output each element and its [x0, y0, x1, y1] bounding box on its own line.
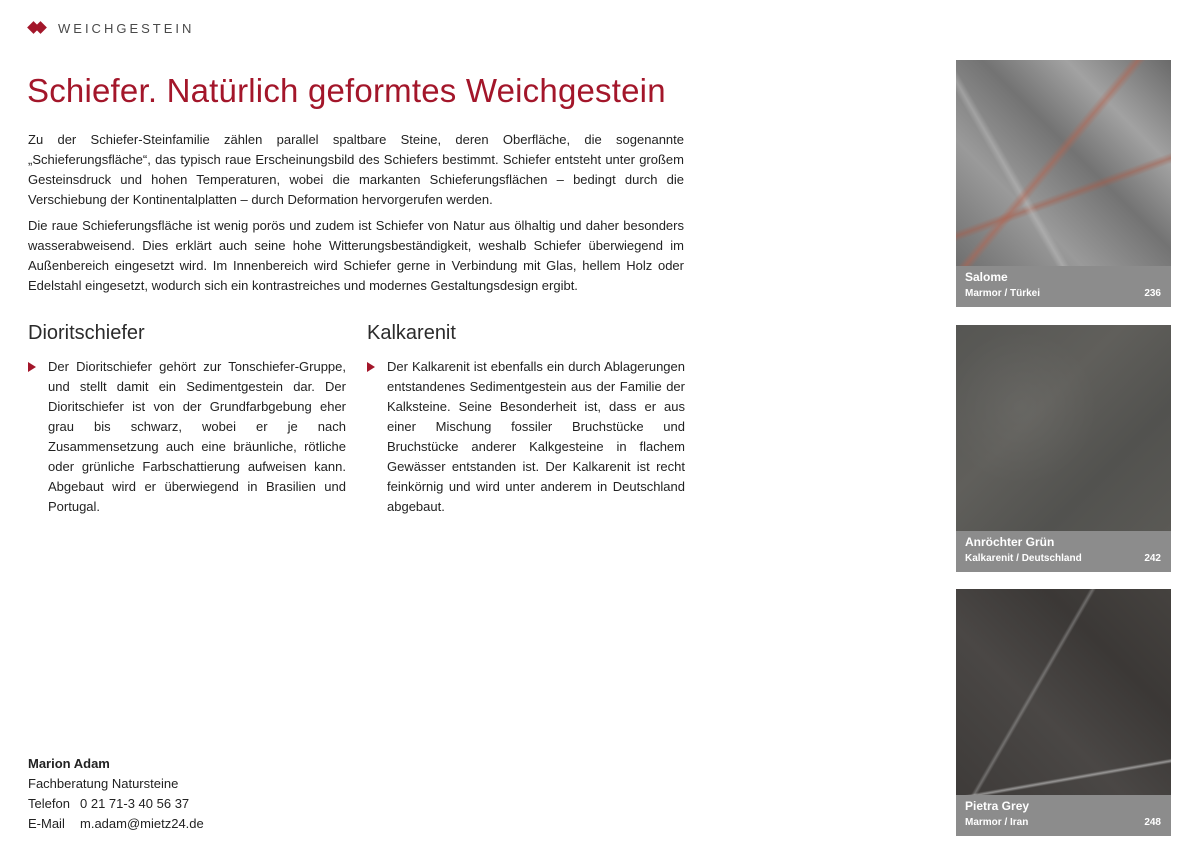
stone-texture-image: [956, 60, 1171, 266]
phone-label: Telefon: [28, 796, 70, 811]
section-text: Der Dioritschiefer gehört zur Tonschiefer-Gruppe, und stellt damit ein Sedimentgestein dar. Der Dioritschiefer ist von der Grundfarbgebung eher grau bis schwarz, wobei er je nach Zusammensetzung auch eine bräunliche, rötliche oder grünliche Farbschattierung aufweisen kann. Abgebaut wird er überwiegend in Brasilien und Portugal.: [48, 359, 346, 514]
stone-name: Pietra Grey: [965, 799, 1030, 813]
stone-texture-image: [956, 325, 1171, 531]
stone-detail: Marmor / Türkei: [965, 288, 1041, 299]
swatch-caption: [956, 795, 1171, 836]
section-label: WEICHGESTEIN: [58, 20, 195, 36]
stone-code: 248: [1144, 817, 1161, 828]
contact-block: [28, 754, 204, 834]
stone-detail: Kalkarenit / Deutschland: [965, 553, 1082, 564]
email-label: E-Mail: [28, 816, 65, 831]
stone-texture-image: [956, 589, 1171, 795]
section-text: Der Kalkarenit ist ebenfalls ein durch Ablagerungen entstandenes Sedimentgestein aus der Familie der Kalksteine. Seine Besonderheit ist, dass er aus einer Mischung fossiler Bruchstücke und Bruchstücke anderer Kalkgesteine in flachem Gewässer entstanden ist. Der Kalkarenit ist recht feinkörnig und wird unter anderem in Deutschland abgebaut.: [387, 359, 685, 514]
section-dioritschiefer: [28, 322, 346, 517]
intro-text: [28, 130, 684, 302]
stone-code: 236: [1144, 288, 1161, 299]
swatch-pietra-grey: [956, 589, 1171, 836]
stone-name: Salome: [965, 270, 1008, 284]
stone-detail: Marmor / Iran: [965, 817, 1029, 828]
diamond-logo-icon: [28, 21, 48, 35]
section-header: [28, 18, 194, 38]
triangle-bullet-icon: [367, 362, 375, 372]
section-heading: Kalkarenit: [367, 322, 456, 344]
contact-role: Fachberatung Natursteine: [28, 776, 179, 791]
phone-number[interactable]: 0 21 71-3 40 56 37: [80, 796, 190, 811]
swatch-salome: [956, 60, 1171, 307]
contact-phone-row: [28, 794, 204, 814]
triangle-bullet-icon: [28, 362, 36, 372]
swatch-caption: [956, 266, 1171, 307]
stone-name: Anröchter Grün: [965, 535, 1055, 549]
intro-paragraph: Die raue Schieferungsfläche ist wenig porös und zudem ist Schiefer von Natur aus ölhaltig und daher besonders wasserabweisend. Dies erklärt auch seine hohe Witterungsbeständigkeit, weshalb Schiefer überwiegend im Außenbereich eingesetzt wird. Im Innenbereich wird Schiefer gerne in Verbindung mit Glas, hellem Holz oder Edelstahl eingesetzt, wodurch sich ein kontrastreiches und modernes Gestaltungsdesign ergibt.: [28, 218, 684, 293]
swatch-anroechter-gruen: [956, 325, 1171, 572]
section-heading: Dioritschiefer: [28, 322, 145, 344]
page-title: Schiefer. Natürlich geformtes Weichgestein: [27, 72, 666, 109]
email-link[interactable]: m.adam@mietz24.de: [80, 816, 204, 831]
section-kalkarenit: [367, 322, 685, 517]
stone-code: 242: [1144, 553, 1161, 564]
contact-email-row: [28, 814, 204, 834]
swatch-caption: [956, 531, 1171, 572]
intro-paragraph: Zu der Schiefer-Steinfamilie zählen parallel spaltbare Steine, deren Oberfläche, die sogenannte „Schieferungsfläche“, das typisch raue Erscheinungsbild des Schiefers bestimmt. Schiefer entsteht unter großem Gesteinsdruck und hohen Temperaturen, wobei die markanten Schieferungsflächen – bedingt durch die Verschiebung der Kontinentalplatten – durch Deformation hervorgerufen werden.: [28, 132, 684, 207]
contact-name: Marion Adam: [28, 756, 110, 771]
